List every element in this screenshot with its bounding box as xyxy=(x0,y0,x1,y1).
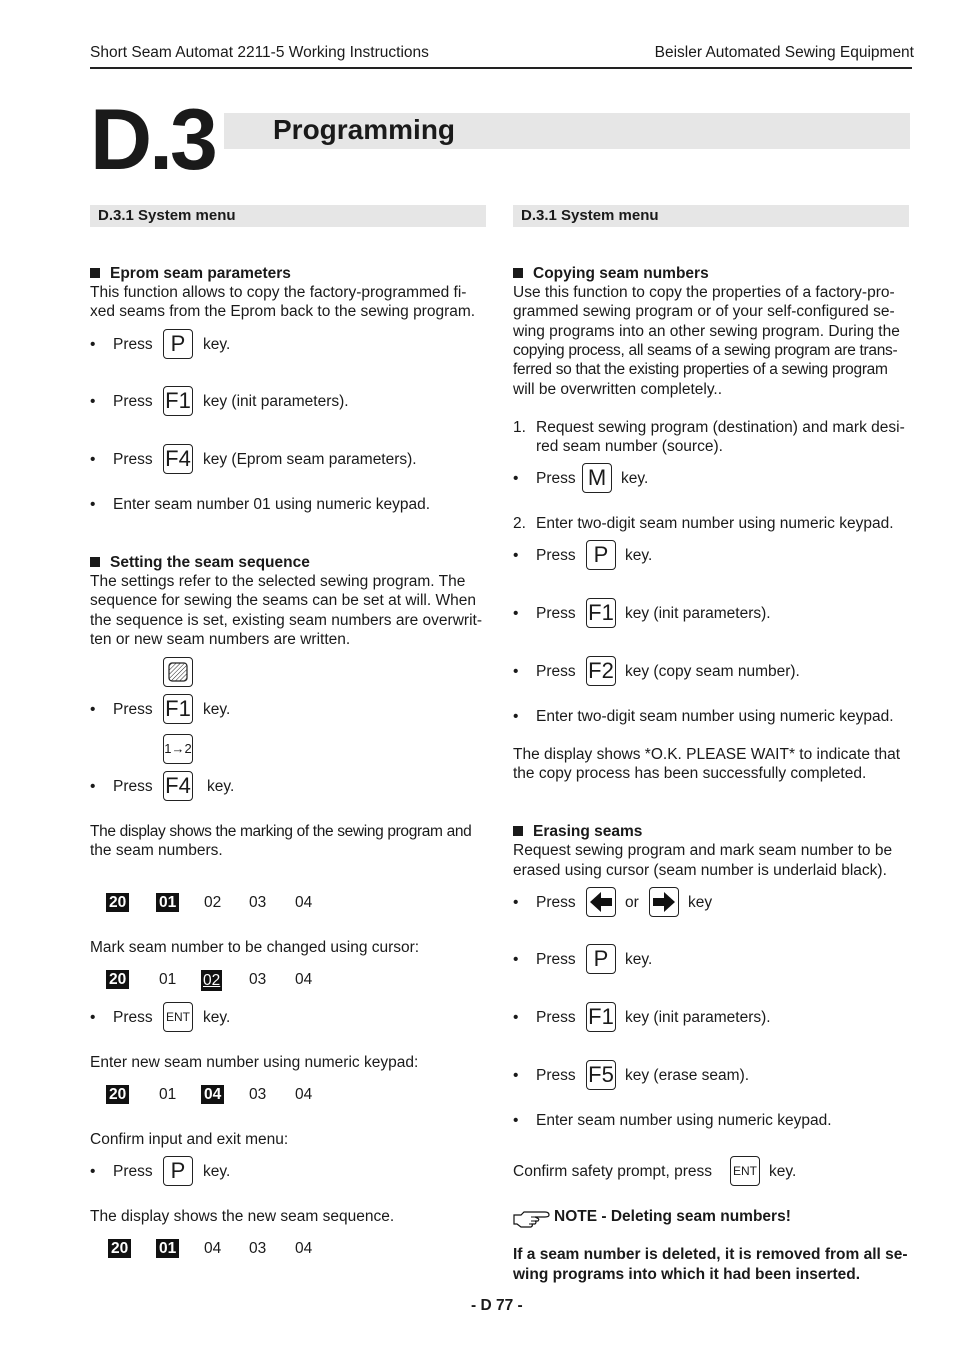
new-seq-text: The display shows the new seam sequence. xyxy=(90,1208,395,1225)
note-text-2: wing programs into which it had been inserted. xyxy=(513,1266,861,1283)
p-key-icon: P xyxy=(163,329,193,359)
bullet: • xyxy=(513,470,519,487)
seq-cell: 01 xyxy=(159,971,177,988)
erase-heading: Erasing seams xyxy=(513,822,642,842)
copy-text-6: will be overwritten completely.. xyxy=(513,381,723,398)
chapter-number: D.3 xyxy=(90,92,215,188)
running-header-right: Beisler Automated Sewing Equipment xyxy=(654,44,914,61)
bullet: • xyxy=(513,894,519,911)
copy-done-2: the copy process has been successfully completed. xyxy=(513,765,867,782)
seq-cell: 04 xyxy=(295,1086,313,1103)
erase-step-text: Enter seam number using numeric keypad. xyxy=(536,1112,832,1129)
bullet: • xyxy=(513,605,519,622)
note-text-1: If a seam number is deleted, it is removed from all se- xyxy=(513,1246,908,1263)
key-desc: key (init parameters). xyxy=(625,1009,771,1026)
press-label: Press xyxy=(536,951,576,968)
press-label: Press xyxy=(536,547,576,564)
bullet: • xyxy=(90,496,96,513)
press-label: Press xyxy=(113,1163,153,1180)
f1-key-icon: F1 xyxy=(163,694,193,724)
display-text-2: the seam numbers. xyxy=(90,842,223,859)
display-text-1: The display shows the marking of the sewing program and xyxy=(90,823,472,840)
chapter-title: Programming xyxy=(273,114,456,145)
press-label: Press xyxy=(536,1009,576,1026)
f5-key-icon: F5 xyxy=(586,1060,616,1090)
eprom-text-1: This function allows to copy the factory-programmed fi- xyxy=(90,284,467,301)
seq-cell-marked: 01 xyxy=(156,893,179,912)
seq-program-number: 20 xyxy=(106,1085,129,1104)
bullet: • xyxy=(513,547,519,564)
key-desc: key. xyxy=(203,1009,231,1026)
ent-key-icon: ENT xyxy=(163,1002,193,1032)
seq-cell-marked: 01 xyxy=(156,1239,179,1258)
copy-text-2: grammed sewing program or of your self-configured se- xyxy=(513,303,895,320)
step-number: 2. xyxy=(513,515,526,532)
f1-key-icon: F1 xyxy=(586,1002,616,1032)
press-label: Press xyxy=(536,894,576,911)
seq-cell: 03 xyxy=(249,1086,267,1103)
key-desc: key (init parameters). xyxy=(203,393,349,410)
seq-program-number: 20 xyxy=(106,970,129,989)
seq-cell: 02 xyxy=(204,894,222,911)
erase-text-2: erased using cursor (seam number is underlaid black). xyxy=(513,862,887,879)
bullet: • xyxy=(90,701,96,718)
arrow-left-key-icon xyxy=(586,887,616,917)
left-section-heading: D.3.1 System menu xyxy=(90,205,486,227)
right-section-heading: D.3.1 System menu xyxy=(513,205,909,227)
f1-key-icon: F1 xyxy=(163,386,193,416)
ent-key-icon: ENT xyxy=(730,1156,760,1186)
seq-program-number: 20 xyxy=(106,893,129,912)
square-bullet-icon xyxy=(90,268,100,278)
bullet: • xyxy=(513,663,519,680)
sequence-text-4: ten or new seam numbers are written. xyxy=(90,631,351,648)
copy-text-5: ferred so that the existing properties of a sewing program xyxy=(513,361,888,378)
key-desc: key. xyxy=(625,951,653,968)
m-key-icon: M xyxy=(582,463,612,493)
copy-text-4: copying process, all seams of a sewing program are trans- xyxy=(513,342,898,359)
square-bullet-icon xyxy=(513,826,523,836)
bullet: • xyxy=(513,951,519,968)
key-desc: key (erase seam). xyxy=(625,1067,750,1084)
copy-step-text: Enter two-digit seam number using numeric keypad. xyxy=(536,708,894,725)
bullet: • xyxy=(513,1009,519,1026)
p-key-icon: P xyxy=(163,1156,193,1186)
confirm-text: Confirm input and exit menu: xyxy=(90,1131,289,1148)
sequence-order-key-icon: 1→2 xyxy=(163,734,193,764)
key-desc: key (Eprom seam parameters). xyxy=(203,451,417,468)
copy-done-1: The display shows *O.K. PLEASE WAIT* to indicate that xyxy=(513,746,901,763)
sequence-heading: Setting the seam sequence xyxy=(90,553,310,573)
enter-text: Enter new seam number using numeric keypad: xyxy=(90,1054,419,1071)
press-label: Press xyxy=(536,605,576,622)
seq-program-number: 20 xyxy=(108,1239,131,1258)
bullet: • xyxy=(90,778,96,795)
p-key-icon: P xyxy=(586,540,616,570)
note-heading: NOTE - Deleting seam numbers! xyxy=(554,1208,791,1225)
copy-heading: Copying seam numbers xyxy=(513,264,709,284)
bullet: • xyxy=(90,393,96,410)
eprom-text-2: xed seams from the Eprom back to the sewing program. xyxy=(90,303,476,320)
mark-text: Mark seam number to be changed using cursor: xyxy=(90,939,420,956)
copy-text-1: Use this function to copy the properties of a factory-pro- xyxy=(513,284,895,301)
bullet: • xyxy=(90,1009,96,1026)
key-desc: key. xyxy=(769,1163,797,1180)
seq-cell: 03 xyxy=(249,894,267,911)
seq-cell: 03 xyxy=(249,971,267,988)
sequence-text-1: The settings refer to the selected sewing program. The xyxy=(90,573,466,590)
f2-key-icon: F2 xyxy=(586,656,616,686)
sequence-text-3: the sequence is set, existing seam numbers are overwrit- xyxy=(90,612,482,629)
f4-key-icon: F4 xyxy=(163,444,193,474)
or-label: or xyxy=(625,894,639,911)
press-label: Press xyxy=(536,663,576,680)
press-label: Press xyxy=(113,1009,153,1026)
key-desc: key. xyxy=(203,336,231,353)
key-desc: key xyxy=(688,894,713,911)
press-label: Press xyxy=(113,778,153,795)
erase-text-1: Request sewing program and mark seam number to be xyxy=(513,842,893,859)
step-number: 1. xyxy=(513,419,526,436)
eprom-step-text: Enter seam number 01 using numeric keypad. xyxy=(113,496,431,513)
press-label: Press xyxy=(113,451,153,468)
seq-cell-cursor: 02 xyxy=(203,972,221,989)
key-desc: key. xyxy=(207,778,235,795)
copy-text-3: wing programs into an other sewing program. During the xyxy=(513,323,900,340)
press-label: Press xyxy=(113,393,153,410)
step1-text-1: Request sewing program (destination) and mark desi- xyxy=(536,419,905,436)
header-rule xyxy=(90,67,912,69)
bullet: • xyxy=(513,1067,519,1084)
press-label: Press xyxy=(113,701,153,718)
key-desc: key. xyxy=(203,1163,231,1180)
f4-key-icon: F4 xyxy=(163,771,193,801)
page-number: - D 77 - xyxy=(471,1297,523,1314)
press-label: Press xyxy=(536,1067,576,1084)
key-desc: key (init parameters). xyxy=(625,605,771,622)
key-desc: key. xyxy=(625,547,653,564)
step1-text-2: red seam number (source). xyxy=(536,438,723,455)
eprom-heading: Eprom seam parameters xyxy=(90,264,291,284)
key-desc: key (copy seam number). xyxy=(625,663,800,680)
square-bullet-icon xyxy=(513,268,523,278)
step2-text: Enter two-digit seam number using numeric keypad. xyxy=(536,515,894,532)
seq-cell: 04 xyxy=(204,1240,222,1257)
seq-cell: 01 xyxy=(159,1086,177,1103)
bullet: • xyxy=(513,1112,519,1129)
confirm-prompt-text: Confirm safety prompt, press xyxy=(513,1163,712,1180)
seq-cell: 04 xyxy=(295,971,313,988)
f1-key-icon: F1 xyxy=(586,598,616,628)
hatched-program-key-icon xyxy=(163,657,193,687)
press-label: Press xyxy=(113,336,153,353)
seq-cell: 04 xyxy=(295,1240,313,1257)
key-desc: key. xyxy=(203,701,231,718)
square-bullet-icon xyxy=(90,557,100,567)
running-header-left: Short Seam Automat 2211-5 Working Instructions xyxy=(90,44,429,61)
seq-cell: 03 xyxy=(249,1240,267,1257)
bullet: • xyxy=(90,451,96,468)
seq-cell: 04 xyxy=(295,894,313,911)
bullet: • xyxy=(90,1163,96,1180)
pointing-hand-icon xyxy=(513,1208,551,1228)
bullet: • xyxy=(90,336,96,353)
p-key-icon: P xyxy=(586,944,616,974)
key-desc: key. xyxy=(621,470,649,487)
sequence-text-2: sequence for sewing the seams can be set at will. When xyxy=(90,592,476,609)
arrow-right-key-icon xyxy=(649,887,679,917)
press-label: Press xyxy=(536,470,576,487)
bullet: • xyxy=(513,708,519,725)
seq-cell-new: 04 xyxy=(201,1085,224,1104)
